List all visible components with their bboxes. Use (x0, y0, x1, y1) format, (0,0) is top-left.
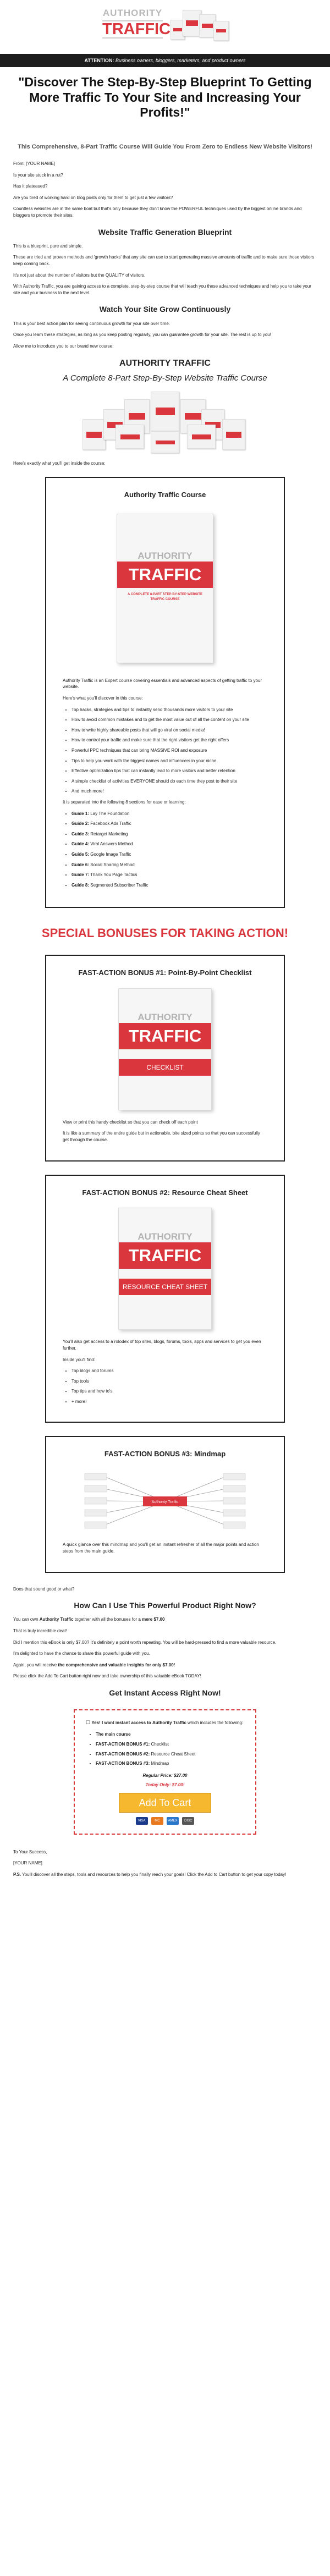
list-item: • Tips to help you work with the biggest names and influencers in your niche (72, 758, 267, 764)
order-list (96, 1731, 244, 1766)
intro-p11: Allow me to introduce you to our brand new course: (13, 343, 114, 349)
list-item: • Guide 6: Social Sharing Method (72, 862, 267, 868)
cover-authority: AUTHORITY (138, 550, 193, 561)
list-item: • FAST-ACTION BONUS #3: Mindmap (96, 1760, 244, 1767)
amex-card-icon: AMEX (167, 1817, 179, 1825)
bonus-2-cover (118, 1208, 212, 1330)
visa-card-icon: VISA (136, 1817, 148, 1825)
outro-p1: Does that sound good or what? (13, 1586, 75, 1592)
list-item: • Powerful PPC techniques that can bring MASSIVE ROI and exposure (72, 747, 267, 754)
list-item: • Top hacks, strategies and tips to instantly send thousands more visitors to your site (72, 707, 267, 713)
access-heading: Get Instant Access Right Now! (109, 1688, 221, 1697)
bonus-1-p1: View or print this handy checklist so that you can check off each point (63, 1119, 198, 1125)
cover-traffic: TRAFFIC (119, 1023, 211, 1049)
bonus-1-p2: It is like a summary of the entire guide but in actionable, bite sized points so that you can successfully get through the course. (63, 1131, 260, 1142)
list-item: • Top blogs and forums (72, 1368, 267, 1374)
mindmap-image (82, 1469, 248, 1534)
outro-p3: That is truly incredible deal! (13, 1628, 67, 1634)
outro-p4: Did I mention this eBook is only $7.00? It's definitely a point worth repeating. You will be hard-pressed to find a more valuable resource. (13, 1639, 277, 1645)
list-item: • Guide 1: Lay The Foundation (72, 811, 267, 817)
list-item: • How to avoid common mistakes and to get the most value out of all the content on your site (72, 717, 267, 723)
outro-p6: Again, you will receive the comprehensive and valuable insights for only $7.00! (13, 1662, 175, 1667)
attention-label: ATTENTION: (84, 58, 114, 63)
list-item: • + more! (72, 1399, 267, 1405)
outro-p2: You can own Authority Traffic together with all the bonuses for a mere $7.00 (13, 1617, 165, 1622)
list-item: • Effective optimization tips that can instantly lead to more visitors and better retention (72, 768, 267, 774)
bonuses-heading: SPECIAL BONUSES FOR TAKING ACTION! (41, 926, 289, 940)
discover-card-icon: DISC (182, 1817, 194, 1825)
list-item: • Guide 7: Thank You Page Tactics (72, 872, 267, 878)
from-line: From: [YOUR NAME] (13, 161, 56, 166)
logo (102, 7, 171, 38)
header (0, 0, 330, 120)
course-box (45, 477, 285, 908)
course-p1: Authority Traffic is an Expert course covering essentials and advanced aspects of getting traffic to your website. (63, 678, 262, 690)
intro-p9: This is your best action plan for seeing continuous growth for your site over time. (13, 321, 170, 326)
bonus-3-box (45, 1436, 285, 1573)
outro-p5: I'm delighted to have the chance to share this powerful guide with you. (13, 1651, 150, 1656)
mindmap-center-label: Authority Traffic (151, 1500, 179, 1505)
bonus-2-title: FAST-ACTION BONUS #2: Resource Cheat Sheet (82, 1188, 248, 1197)
use-now-heading: How Can I Use This Powerful Product Right Now? (74, 1601, 256, 1610)
list-item: • Guide 3: Retarget Marketing (72, 831, 267, 838)
add-to-cart-button[interactable]: Add To Cart (119, 1793, 211, 1813)
subheadline: This Comprehensive, 8-Part Traffic Course Will Guide You From Zero to Endless New Website Visitors! (18, 144, 312, 150)
bonus-3-title: FAST-ACTION BONUS #3: Mindmap (104, 1449, 226, 1458)
bonus-1-title: FAST-ACTION BONUS #1: Point-By-Point Checklist (78, 968, 252, 977)
list-item: • Guide 4: Viral Answers Method (72, 841, 267, 847)
cover-traffic: TRAFFIC (119, 1242, 211, 1269)
product-title: AUTHORITY TRAFFIC (119, 359, 211, 368)
bonus-1-cover (118, 988, 212, 1110)
attention-text: Business owners, bloggers, marketers, and product owners (115, 58, 246, 63)
list-item: • Guide 8: Segmented Subscriber Traffic (72, 882, 267, 889)
intro-p1: Is your site stuck in a rut? (13, 172, 63, 178)
sales-content (13, 143, 317, 1883)
course-p3: It is separated into the following 8 sections for ease or learning: (63, 799, 186, 805)
logo-line-2: TRAFFIC (102, 20, 171, 38)
intro-p10: Once you learn these strategies, as long as you keep posting regularly, you can guarantee growth for your site. The rest is up to you! (13, 332, 271, 338)
intro-p7: It's not just about the number of visitors but the QUALITY of visitors. (13, 272, 146, 278)
bundle-image (82, 392, 248, 455)
bonus-2-box (45, 1175, 285, 1423)
checkbox-icon: ☐ (86, 1720, 91, 1726)
list-item: • The main course (96, 1731, 244, 1738)
intro-p8: With Authority Traffic, you are gaining access to a complete, step-by-step course that will teach you these advanced techniques and help you to take your site and your business to the next level. (13, 284, 311, 295)
today-price: Today Only: $7.00! (145, 1782, 185, 1788)
list-item: • Top tips and how to's (72, 1388, 267, 1395)
intro-p3: Are you tired of working hard on blog posts only for them to get just a few visitors? (13, 195, 173, 200)
cover-label: RESOURCE CHEAT SHEET (119, 1279, 211, 1295)
cover-authority: AUTHORITY (138, 1011, 193, 1022)
mastercard-icon: MC (151, 1817, 163, 1825)
inside-text: Here's exactly what you'll get inside the course: (13, 461, 106, 466)
cover-tagline: A COMPLETE 8-PART STEP-BY-STEP WEBSITE TRAFFIC COURSE (128, 592, 202, 601)
list-item: • FAST-ACTION BONUS #1: Checklist (96, 1741, 244, 1748)
list-item: • Guide 5: Google Image Traffic (72, 851, 267, 858)
list-item: • How to write highly shareable posts that will go viral on social media! (72, 727, 267, 734)
list-item: • And much more! (72, 788, 267, 795)
attention-bar (0, 54, 330, 67)
product-subtitle: A Complete 8-Part Step-By-Step Website Traffic Course (63, 373, 267, 383)
course-box-title: Authority Traffic Course (124, 490, 206, 499)
bonus-3-p1: A quick glance over this mindmap and you'll get an instant refresher of all the major points and action steps from the main guide. (63, 1542, 259, 1554)
list-item: • How to control your traffic and make sure that the right visitors get the right offers (72, 737, 267, 744)
course-p2: Here's what you'll discover in this course: (63, 696, 143, 701)
order-box (74, 1709, 256, 1835)
list-item: • Guide 2: Facebook Ads Traffic (72, 821, 267, 827)
regular-price: Regular Price: $27.00 (142, 1773, 188, 1778)
intro-p5: This is a blueprint, pure and simple. (13, 243, 83, 249)
page-headline: "Discover The Step-By-Step Blueprint To Getting More Traffic To Your Site and Increasing Your Profits!" (18, 75, 312, 120)
intro-p4: Countless websites are in the same boat but that's only because they don't know the POWERFUL techniques used by the biggest online brands and bloggers to promote their sites. (13, 206, 302, 218)
cover-traffic: TRAFFIC (117, 562, 213, 588)
bonus-2-p2: Inside you'll find: (63, 1357, 95, 1362)
order-intro: ☐ Yes! I want instant access to Authority Traffic which includes the following: (86, 1720, 243, 1726)
grow-heading: Watch Your Site Grow Continuously (99, 305, 231, 314)
intro-p6: These are tried and proven methods and 'growth hacks' that any site can use to start generating massive amounts of traffic and to make sure those visitors keep coming back. (13, 255, 315, 266)
ps-text: P.S. You'll discover all the steps, tools and resources to help you finally reach your goals! Click the Add to Cart button to get your copy today! (13, 1872, 287, 1878)
blueprint-heading: Website Traffic Generation Blueprint (98, 227, 232, 236)
list-item: • FAST-ACTION BONUS #2: Resource Cheat Sheet (96, 1751, 244, 1758)
bonus-2-p1: You'll also get access to a rolodex of top sites, blogs, forums, tools, apps and services to get you even further. (63, 1339, 261, 1351)
bonus-1-box (45, 955, 285, 1162)
signoff-line-1: To Your Success, (13, 1849, 47, 1854)
intro-p2: Has it plateaued? (13, 184, 48, 189)
bonus-2-list (72, 1368, 267, 1405)
payment-cards (86, 1817, 244, 1825)
product-bundle-image (170, 8, 231, 46)
signoff-line-2: [YOUR NAME] (13, 1861, 42, 1866)
guide-list (72, 811, 267, 889)
logo-line-1: AUTHORITY (102, 8, 163, 18)
mindmap-lines (82, 1469, 248, 1534)
list-item: • A simple checklist of activities EVERYONE should do each time they post to their site (72, 778, 267, 785)
list-item: • Top tools (72, 1378, 267, 1385)
course-cover (117, 514, 213, 663)
outro-p7: Please click the Add To Cart button right now and take ownership of this valuable eBook TODAY! (13, 1674, 201, 1679)
course-bullets (72, 707, 267, 795)
cover-label: CHECKLIST (119, 1059, 211, 1076)
cover-authority: AUTHORITY (138, 1231, 193, 1242)
